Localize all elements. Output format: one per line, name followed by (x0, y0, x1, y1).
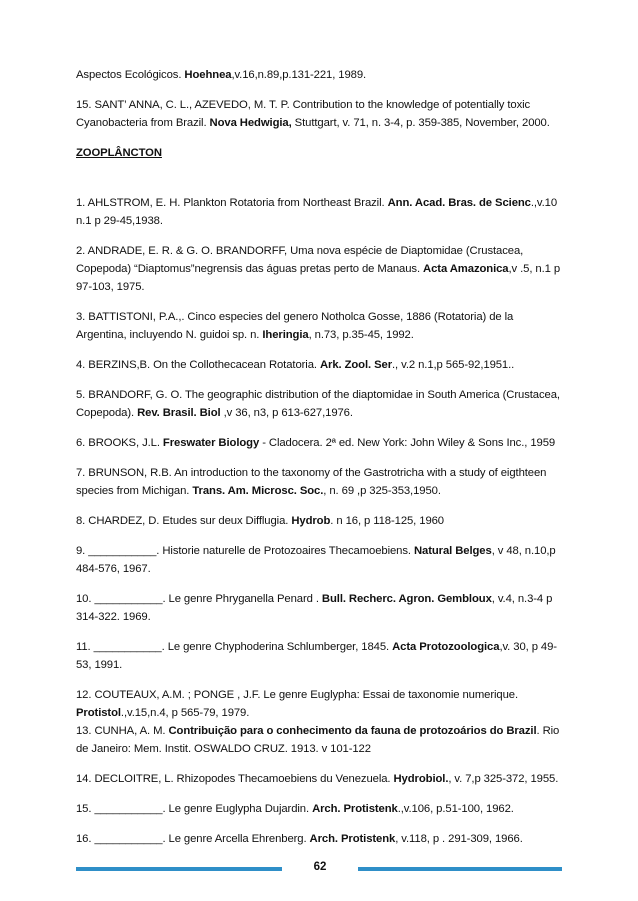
reference-7 (76, 464, 566, 500)
reference-text: , v.4, n.3-4 p 314-322. 1969. (76, 593, 553, 623)
reference-text: ,v.16,n.89,p.131-221, 1989. (231, 69, 367, 81)
reference-text: - Cladocera. 2ª ed. New York: John Wiley & Sons Inc., 1959 (259, 437, 556, 449)
reference-text: 7. BRUNSON, R.B. An introduction to the taxonomy of the Gastrotricha with a study of eigthteen species from Michigan. (76, 467, 547, 497)
reference-text: 15. SANT’ ANNA, C. L., AZEVEDO, M. T. P. Contribution to the knowledge of potentially toxic Cyanobacteria from Brazil. (76, 99, 531, 129)
reference-text: 9. ___________. Historie naturelle de Protozoaires Thecamoebiens. (76, 545, 414, 557)
page-footer (0, 857, 638, 881)
reference-source-title: Ark. Zool. Ser (319, 359, 393, 371)
reference-text: 8. CHARDEZ, D. Etudes sur deux Difflugia. (76, 515, 292, 527)
reference-text: 1. AHLSTROM, E. H. Plankton Rotatoria from Northeast Brazil. (76, 197, 388, 209)
reference-5 (76, 386, 566, 422)
reference-source-title: Iheringia (262, 329, 309, 341)
reference-9 (76, 542, 566, 578)
reference-11 (76, 638, 566, 674)
reference-text: 2. ANDRADE, E. R. & G. O. BRANDORFF, Uma nova espécie de Diaptomidae (Crustacea, Copepoda) “Diaptomus”negrensis das águas pretas perto de Manaus. (76, 245, 524, 275)
reference-text: 11. ___________. Le genre Chyphoderina Schlumberger, 1845. (76, 641, 393, 653)
reference-source-title: Contribuição para o conhecimento da fauna de protozoários do Brazil (168, 725, 537, 737)
reference-1 (76, 194, 566, 230)
reference-continuation (76, 66, 566, 84)
reference-text: 5. BRANDORF, G. O. The geographic distribution of the diaptomidae in South America (Crustacea, Copepoda). (76, 389, 560, 419)
reference-source-title: Trans. Am. Microsc. Soc. (192, 485, 324, 497)
reference-text: 14. DECLOITRE, L. Rhizopodes Thecamoebiens du Venezuela. (76, 773, 394, 785)
reference-15 (76, 800, 566, 818)
reference-12 (76, 686, 566, 722)
reference-13 (76, 722, 566, 758)
reference-2 (76, 242, 566, 296)
reference-8 (76, 512, 566, 530)
reference-text: 6. BROOKS, J.L. (76, 437, 163, 449)
reference-source-title: Natural Belges (413, 545, 492, 557)
footer-rule-right (358, 867, 562, 871)
reference-text: 10. ___________. Le genre Phryganella Penard . (76, 593, 322, 605)
reference-text: , v 48, n.10,p 484-576, 1967. (76, 545, 556, 575)
section-heading-zooplancton: ZOOPLÂNCTON (76, 147, 162, 159)
reference-text: . Rio de Janeiro: Mem. Instit. OSWALDO CRUZ. 1913. v 101-122 (76, 725, 560, 755)
reference-text: 13. CUNHA, A. M. (76, 725, 169, 737)
reference-3 (76, 308, 566, 344)
reference-source-title: Acta Protozoologica (392, 641, 500, 653)
reference-text: ,v 36, n3, p 613-627,1976. (220, 407, 353, 419)
reference-text: , n. 69 ,p 325-353,1950. (323, 485, 441, 497)
reference-text: . n 16, p 118-125, 1960 (330, 515, 444, 527)
reference-text: .,v.15,n.4, p 565-79, 1979. (120, 707, 250, 719)
reference-4 (76, 356, 566, 374)
reference-text: Stuttgart, v. 71, n. 3-4, p. 359-385, November, 2000. (291, 117, 550, 129)
reference-source-title: Ann. Acad. Bras. de Scienc (387, 197, 531, 209)
reference-text: .,v.10 n.1 p 29-45,1938. (76, 197, 558, 227)
reference-source-title: Hoehnea (184, 69, 232, 81)
references-content (76, 66, 566, 860)
reference-text: 16. ___________. Le genre Arcella Ehrenberg. (76, 833, 310, 845)
reference-16 (76, 830, 566, 848)
footer-rule-left (76, 867, 282, 871)
reference-text: ,v .5, n.1 p 97-103, 1975. (76, 263, 561, 293)
reference-14 (76, 770, 566, 788)
reference-source-title: Freswater Biology (162, 437, 260, 449)
reference-source-title: Protistol (76, 707, 121, 719)
reference-source-title: Arch. Protistenk (312, 803, 398, 815)
reference-source-title: Nova Hedwigia, (209, 117, 292, 129)
reference-text: 15. ___________. Le genre Euglypha Dujardin. (76, 803, 313, 815)
reference-text: 3. BATTISTONI, P.A.,. Cinco especies del genero Notholca Gosse, 1886 (Rotatoria) de la Argentina, incluyendo N. guidoi sp. n. (76, 311, 514, 341)
reference-text: 12. COUTEAUX, A.M. ; PONGE , J.F. Le genre Euglypha: Essai de taxonomie numerique. (76, 689, 518, 701)
reference-text: ,v. 30, p 49-53, 1991. (76, 641, 557, 671)
reference-source-title: Hydrob (291, 515, 331, 527)
reference-source-title: Arch. Protistenk (309, 833, 396, 845)
reference-text: Aspectos Ecológicos. (76, 69, 185, 81)
reference-source-title: Rev. Brasil. Biol (137, 407, 221, 419)
reference-text: , n.73, p.35-45, 1992. (308, 329, 414, 341)
reference-source-title: Acta Amazonica (423, 263, 509, 275)
reference-source-title: Bull. Recherc. Agron. Gembloux (321, 593, 492, 605)
reference-text: , v.118, p . 291-309, 1966. (395, 833, 523, 845)
reference-source-title: Hydrobiol. (393, 773, 449, 785)
reference-10 (76, 590, 566, 626)
reference-text: 4. BERZINS,B. On the Collothecacean Rotatoria. (76, 359, 320, 371)
page-number: 62 (313, 861, 327, 873)
reference-text: , v. 7,p 325-372, 1955. (448, 773, 559, 785)
reference-text: .,v.106, p.51-100, 1962. (397, 803, 514, 815)
reference-6 (76, 434, 566, 452)
reference-15-sant-anna (76, 96, 566, 132)
reference-text: ., v.2 n.1,p 565-92,1951.. (392, 359, 515, 371)
